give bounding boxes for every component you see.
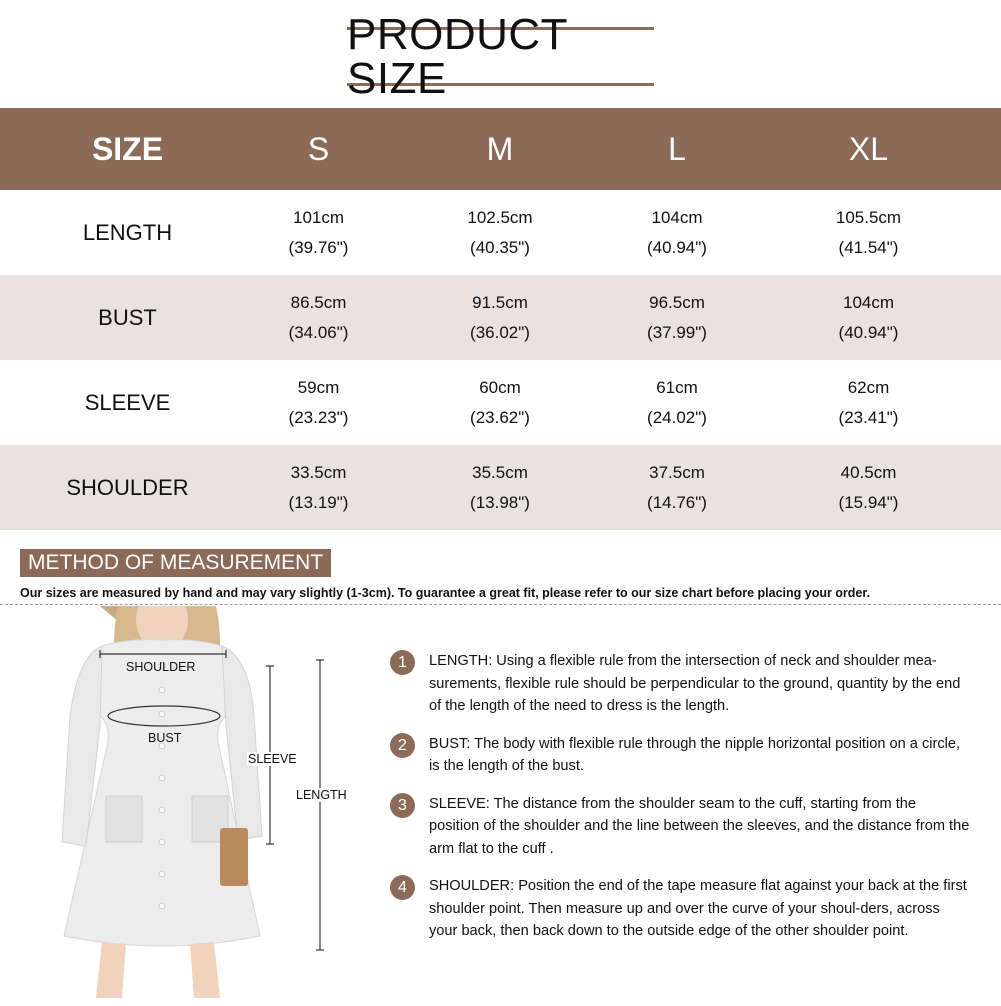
cell-cm: 37.5cm bbox=[649, 462, 705, 482]
cell-inch: (13.98") bbox=[470, 492, 530, 512]
figure-label-length: LENGTH bbox=[296, 788, 347, 802]
cell-inch: (24.02") bbox=[647, 407, 707, 427]
list-item bbox=[390, 650, 970, 718]
table-row bbox=[0, 360, 1001, 445]
method-note: Our sizes are measured by hand and may vary slightly (1-3cm). To guarantee a great fit, please refer to our size chart before placing your order. bbox=[20, 586, 871, 600]
list-item bbox=[390, 733, 970, 778]
cell-cm: 62cm bbox=[847, 377, 890, 397]
cell-cm: 60cm bbox=[479, 377, 521, 397]
page-title: PRODUCT SIZE bbox=[347, 9, 568, 103]
left-leg bbox=[96, 942, 126, 998]
clutch-bag bbox=[220, 828, 248, 886]
table-cell bbox=[255, 360, 382, 445]
table-row bbox=[0, 275, 1001, 360]
table-cell bbox=[382, 275, 618, 360]
title-frame bbox=[347, 9, 654, 103]
cell-inch: (40.94") bbox=[838, 322, 899, 342]
cell-inch: (39.76") bbox=[288, 237, 349, 257]
step-text: LENGTH: Using a flexible rule from the intersection of neck and shoulder mea-surements, flexible rule should be perpendicular to the ground, quantity by the end of the length of the need to dress is the length. bbox=[429, 653, 961, 714]
cell-cm: 40.5cm bbox=[840, 462, 897, 482]
cell-cm: 91.5cm bbox=[472, 292, 528, 312]
table-row bbox=[0, 190, 1001, 275]
step-number-badge: 1 bbox=[390, 650, 415, 675]
cell-cm: 59cm bbox=[297, 377, 340, 397]
cell-cm: 105.5cm bbox=[835, 207, 902, 227]
step-number-badge: 3 bbox=[390, 793, 415, 818]
table-cell bbox=[618, 360, 736, 445]
step-number-badge: 2 bbox=[390, 733, 415, 758]
table-cell bbox=[255, 190, 382, 275]
left-pocket bbox=[106, 796, 142, 842]
cell-cm: 104cm bbox=[651, 207, 703, 227]
table-cell bbox=[255, 275, 382, 360]
cell-cm: 102.5cm bbox=[467, 207, 533, 227]
measurement-instructions bbox=[390, 650, 970, 958]
table-cell bbox=[618, 445, 736, 530]
dashed-divider bbox=[0, 604, 1001, 605]
list-item bbox=[390, 875, 970, 943]
method-heading: METHOD OF MEASUREMENT bbox=[20, 549, 331, 577]
cell-inch: (40.35") bbox=[470, 237, 530, 257]
step-text: SHOULDER: Position the end of the tape measure flat against your back at the first shoulder point. Then measure up and over the curve of your shoul-ders, across your back, then back down to the outside edge of the other shoulder point. bbox=[429, 878, 967, 939]
cell-inch: (13.19") bbox=[288, 492, 349, 512]
header-xl: XL bbox=[848, 130, 889, 167]
table-cell bbox=[255, 445, 382, 530]
table-cell bbox=[382, 190, 618, 275]
cell-cm: 101cm bbox=[292, 207, 345, 227]
size-table-header bbox=[0, 108, 1001, 190]
table-cell bbox=[736, 445, 1001, 530]
header-s: S bbox=[307, 130, 330, 167]
figure-label-sleeve: SLEEVE bbox=[248, 752, 297, 766]
cell-inch: (37.99") bbox=[647, 322, 707, 342]
cell-cm: 96.5cm bbox=[649, 292, 705, 312]
cell-inch: (14.76") bbox=[647, 492, 707, 512]
header-m: M bbox=[486, 130, 514, 167]
table-cell bbox=[736, 190, 1001, 275]
dress-figure bbox=[40, 606, 347, 1001]
figure-label-shoulder: SHOULDER bbox=[126, 660, 196, 674]
step-text: SLEEVE: The distance from the shoulder seam to the cuff, starting from the position of the shoulder and the line between the sleeves, and the distance from the arm flat to the cuff . bbox=[429, 795, 970, 857]
table-cell bbox=[736, 360, 1001, 445]
cell-inch: (23.41") bbox=[838, 407, 899, 427]
cell-cm: 33.5cm bbox=[290, 462, 347, 482]
cell-inch: (36.02") bbox=[470, 322, 530, 342]
header-size: SIZE bbox=[91, 130, 164, 167]
list-item bbox=[390, 793, 970, 861]
header-l: L bbox=[668, 130, 686, 167]
table-row bbox=[0, 445, 1001, 530]
table-cell bbox=[618, 190, 736, 275]
figure-label-bust: BUST bbox=[148, 731, 182, 745]
cell-cm: 61cm bbox=[656, 377, 698, 397]
table-cell bbox=[382, 360, 618, 445]
row-label: SLEEVE bbox=[84, 389, 171, 415]
row-label: BUST bbox=[98, 304, 157, 330]
cell-inch: (41.54") bbox=[838, 237, 899, 257]
table-cell bbox=[736, 275, 1001, 360]
cell-cm: 86.5cm bbox=[290, 292, 347, 312]
size-table bbox=[0, 108, 1001, 530]
row-label: SHOULDER bbox=[66, 474, 189, 500]
table-cell bbox=[382, 445, 618, 530]
table-cell bbox=[618, 275, 736, 360]
row-label: LENGTH bbox=[82, 219, 173, 245]
cell-inch: (40.94") bbox=[647, 237, 707, 257]
cell-inch: (23.23") bbox=[288, 407, 349, 427]
cell-cm: 35.5cm bbox=[472, 462, 528, 482]
cell-inch: (23.62") bbox=[470, 407, 530, 427]
cell-cm: 104cm bbox=[842, 292, 895, 312]
step-number-badge: 4 bbox=[390, 875, 415, 900]
right-leg bbox=[190, 942, 220, 998]
cell-inch: (15.94") bbox=[838, 492, 899, 512]
step-text: BUST: The body with flexible rule through the nipple horizontal position on a circle, is the length of the bust. bbox=[429, 735, 961, 774]
cell-inch: (34.06") bbox=[288, 322, 349, 342]
